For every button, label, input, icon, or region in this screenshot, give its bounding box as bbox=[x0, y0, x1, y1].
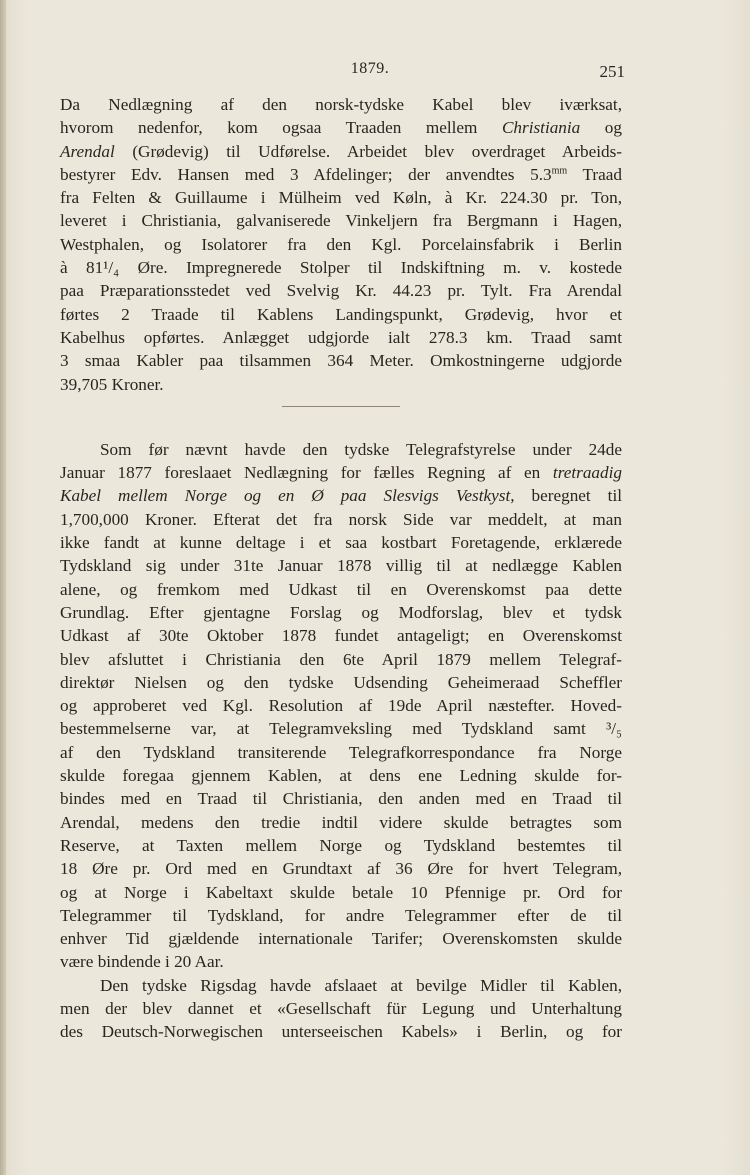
text-line bbox=[60, 461, 622, 484]
text-line bbox=[60, 186, 622, 209]
text-segment: men der blev dannet et «Gesellschaft für Legung und Unterhaltung bbox=[60, 998, 622, 1018]
text-line bbox=[60, 857, 622, 880]
text-line bbox=[60, 209, 622, 232]
italic-text: tretraadig bbox=[552, 463, 622, 483]
text-segment: à 81¹/₄ Øre. Impregnerede Stolper til Indskiftning m. v. kostede bbox=[60, 258, 622, 278]
text-segment: Tydskland sig under 31te Januar 1878 villig til at nedlægge Kablen bbox=[60, 556, 622, 576]
text-line bbox=[60, 93, 622, 116]
text-segment: beregnet til bbox=[514, 486, 622, 506]
text-segment: ikke fandt at kunne deltage i et saa kostbart Foretagende, erklærede bbox=[60, 533, 622, 553]
text-segment: Arendal, medens den tredie indtil videre skulde betragtes som bbox=[60, 812, 622, 832]
paragraph-rigsdag bbox=[60, 974, 622, 1044]
text-line bbox=[60, 764, 622, 787]
text-segment: leveret i Christiania, galvaniserede Vinkeljern fra Bergmann i Hagen, bbox=[60, 211, 622, 231]
text-segment: enhver Tid gjældende internationale Tarifer; Overenskomsten skulde bbox=[60, 929, 622, 949]
text-segment: Grundlag. Efter gjentagne Forslag og Modforslag, blev et tydsk bbox=[60, 602, 622, 622]
text-line bbox=[60, 741, 622, 764]
text-line bbox=[60, 974, 622, 997]
separator-rule bbox=[282, 406, 400, 407]
text-line bbox=[60, 601, 622, 624]
text-line bbox=[60, 578, 622, 601]
body-text bbox=[60, 93, 622, 1044]
text-line bbox=[60, 349, 622, 372]
text-line bbox=[60, 303, 622, 326]
text-segment: des Deutsch-Norwegischen unterseeischen Kabels» i Berlin, og for bbox=[60, 1022, 622, 1042]
text-segment: skulde foregaa gjennem Kablen, at dens ene Ledning skulde for- bbox=[60, 766, 622, 786]
text-line bbox=[60, 256, 622, 279]
italic-text: Kabel mellem Norge og en Ø paa Slesvigs Vestkyst, bbox=[60, 486, 515, 506]
text-line bbox=[60, 326, 622, 349]
text-segment: Da Nedlægning af den norsk-tydske Kabel blev iværksat, bbox=[60, 95, 622, 114]
text-segment: Westphalen, og Isolatorer fra den Kgl. Porcelainsfabrik i Berlin bbox=[60, 234, 622, 254]
text-line bbox=[60, 438, 622, 461]
text-segment: Den tydske Rigsdag havde afslaaet at bevilge Midler til Kablen, bbox=[100, 975, 622, 995]
text-line bbox=[60, 671, 622, 694]
text-segment: og approberet ved Kgl. Resolution af 19de April næstefter. Hoved- bbox=[60, 696, 622, 716]
text-line bbox=[60, 484, 622, 507]
text-segment: paa Præparationsstedet ved Svelvig Kr. 44.23 pr. Tylt. Fra Arendal bbox=[60, 281, 622, 301]
text-segment: alene, og fremkom med Udkast til en Overenskomst paa dette bbox=[60, 579, 622, 599]
text-line bbox=[60, 163, 622, 186]
text-segment: og bbox=[580, 118, 622, 138]
text-segment: 3 smaa Kabler paa tilsammen 364 Meter. Omkostningerne udgjorde bbox=[60, 351, 622, 371]
text-line bbox=[60, 811, 622, 834]
text-segment: Reserve, at Taxten mellem Norge og Tydskland bestemtes til bbox=[60, 835, 622, 855]
text-line bbox=[60, 927, 622, 950]
text-segment: 39,705 Kroner. bbox=[60, 374, 164, 394]
text-line bbox=[60, 508, 622, 531]
text-line bbox=[60, 950, 622, 973]
text-line bbox=[60, 648, 622, 671]
text-line bbox=[60, 373, 622, 396]
section-separator bbox=[60, 396, 622, 418]
text-line bbox=[60, 881, 622, 904]
italic-text: Arendal bbox=[60, 141, 115, 161]
text-line bbox=[60, 233, 622, 256]
text-segment: hvorom nedenfor, kom ogsaa Traaden mellem bbox=[60, 118, 502, 138]
text-segment: (Grødevig) til Udførelse. Arbeidet blev overdraget Arbeids- bbox=[114, 141, 622, 161]
text-line bbox=[60, 1020, 622, 1043]
text-segment: 1,700,000 Kroner. Efterat det fra norsk Side var meddelt, at man bbox=[60, 509, 622, 529]
text-segment: Traad bbox=[567, 164, 622, 184]
text-segment: bestyrer Edv. Hansen med 3 Afdelinger; der anvendtes 5.3 bbox=[60, 164, 552, 184]
text-segment: 18 Øre pr. Ord med en Grundtaxt af 36 Øre for hvert Telegram, bbox=[60, 859, 622, 879]
text-segment: fra Felten & Guillaume i Mülheim ved Køln, à Kr. 224.30 pr. Ton, bbox=[60, 188, 622, 208]
text-line bbox=[60, 904, 622, 927]
text-segment: Kabelhus opførtes. Anlægget udgjorde ialt 278.3 km. Traad samt bbox=[60, 327, 622, 347]
paragraph-kabel-traad bbox=[60, 93, 622, 396]
page-number: 251 bbox=[599, 62, 625, 81]
text-line bbox=[60, 787, 622, 810]
text-segment: bindes med en Traad til Christiania, den anden med en Traad til bbox=[60, 789, 622, 809]
text-line bbox=[60, 834, 622, 857]
text-line bbox=[60, 624, 622, 647]
text-line bbox=[60, 531, 622, 554]
binding-edge bbox=[0, 0, 6, 1175]
text-line bbox=[60, 279, 622, 302]
text-segment: bestemmelserne var, at Telegramveksling med Tydskland samt ³/₅ bbox=[60, 719, 622, 739]
text-segment: direktør Nielsen og den tydske Udsending Geheimeraad Scheffler bbox=[60, 672, 622, 692]
text-segment: Telegrammer til Tydskland, for andre Telegrammer efter de til bbox=[60, 905, 622, 925]
text-segment: Som før nævnt havde den tydske Telegrafstyrelse under 24de bbox=[100, 439, 622, 459]
text-line bbox=[60, 140, 622, 163]
text-segment: og at Norge i Kabeltaxt skulde betale 10 Pfennige pr. Ord for bbox=[60, 882, 622, 902]
paragraph-overenskomst bbox=[60, 438, 622, 974]
text-line bbox=[60, 116, 622, 139]
text-line bbox=[60, 694, 622, 717]
text-line bbox=[60, 554, 622, 577]
running-header-year: 1879. bbox=[350, 60, 390, 77]
text-segment: blev afsluttet i Christiania den 6te April 1879 mellem Telegraf- bbox=[60, 649, 622, 669]
italic-text: Christiania bbox=[501, 118, 581, 138]
text-segment: Udkast af 30te Oktober 1878 fundet antageligt; en Overenskomst bbox=[60, 626, 622, 646]
text-segment: Januar 1877 foreslaaet Nedlægning for fælles Regning af en bbox=[60, 463, 553, 483]
superscript-text: mm bbox=[551, 165, 568, 177]
text-line bbox=[60, 997, 622, 1020]
text-segment: førtes 2 Traade til Kablens Landingspunkt, Grødevig, hvor et bbox=[60, 304, 622, 324]
text-segment: være bindende i 20 Aar. bbox=[60, 952, 224, 972]
text-segment: af den Tydskland transiterende Telegrafkorrespondance fra Norge bbox=[60, 742, 622, 762]
text-line bbox=[60, 717, 622, 740]
